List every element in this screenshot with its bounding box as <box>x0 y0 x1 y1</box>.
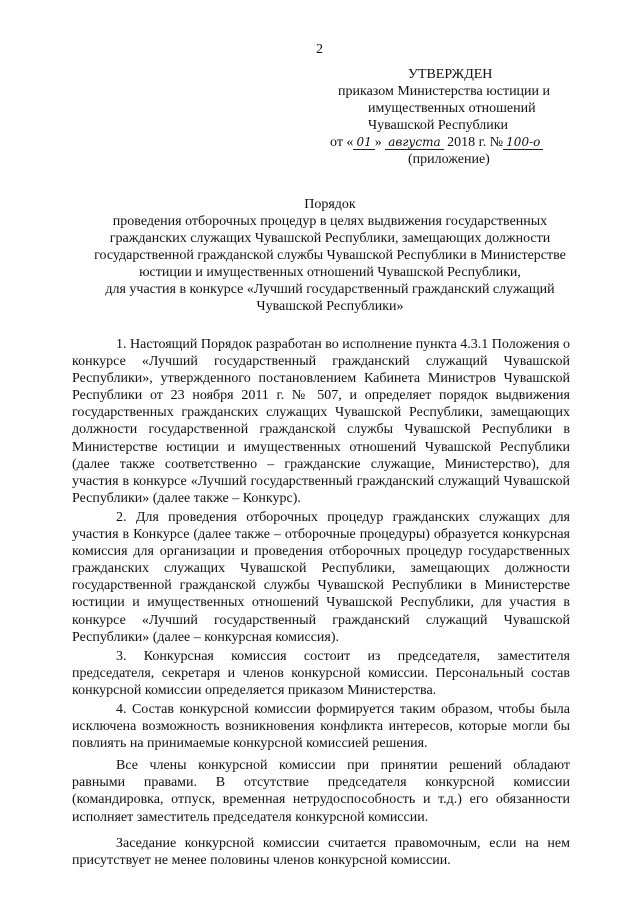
paragraph: Все члены конкурсной комиссии при принятии решений обладают равными правами. В отсутствие председателя конкурсной комиссии (командировка, отпуск, временная нетрудоспособность и т.д.) его обязанности исполняет заместитель председателя конкурсной комиссии. <box>72 758 570 825</box>
page-number: 2 <box>316 42 323 57</box>
paragraph: 3. Конкурсная комиссия состоит из председателя, заместителя председателя, секретаря и членов конкурсной комиссии. Персональный состав конкурсной комиссии определяется приказом Министерства. <box>72 648 570 698</box>
heading-line: юстиции и имущественных отношений Чувашской Республики, <box>139 265 521 280</box>
heading-line: проведения отборочных процедур в целях выдвижения государственных <box>112 214 548 229</box>
document-heading <box>60 196 600 315</box>
handwritten-day: 01 <box>353 136 374 150</box>
heading-line: гражданских служащих Чувашской Республики, замещающих должности <box>109 231 551 246</box>
paragraph: Заседание конкурсной комиссии считается правомочным, если на нем присутствует не менее половины членов конкурсной комиссии. <box>72 835 570 868</box>
heading-line: Чувашской Республики» <box>256 299 404 314</box>
attachment-label: (приложение) <box>408 152 490 167</box>
approval-title: УТВЕРЖДЕН <box>408 67 493 82</box>
approval-line: приказом Министерства юстиции и <box>338 84 551 99</box>
document-body <box>72 336 570 874</box>
date-prefix: от « <box>330 135 354 150</box>
handwritten-number: 100-о <box>503 136 543 150</box>
paragraph: 4. Состав конкурсной комиссии формируется таким образом, чтобы была исключена возможность возникновения конфликта интересов, которые могли бы повлиять на принимаемые конкурсной комиссией решения. <box>72 701 570 752</box>
approval-line: Чувашской Республики <box>368 118 509 133</box>
date-year: 2018 г. № <box>447 135 504 150</box>
heading-line: для участия в конкурсе «Лучший государственный гражданский служащий <box>105 282 555 297</box>
approval-block <box>330 66 590 168</box>
paragraph: 2. Для проведения отборочных процедур гражданских служащих для участия в Конкурсе (далее также – отборочные процедуры) образуется конкурсная комиссия для организации и проведения отборочных процедур государственных гражданских служащих Чувашской Республики, замещающих должности государственной гражданской службы Чувашской Республики в Министерстве юстиции и имущественных отношений Чувашской Республики, для участия в конкурсе «Лучший государственный гражданский служащий Чувашской Республики» (далее – конкурсная комиссия). <box>72 509 570 645</box>
heading-caption: Порядок <box>304 197 356 212</box>
handwritten-month: августа <box>385 136 443 150</box>
paragraph: 1. Настоящий Порядок разработан во исполнение пункта 4.3.1 Положения о конкурсе «Лучший государственный гражданский служащий Чувашской Республики», утвержденного постановлением Кабинета Министров Чувашской Республики от 23 ноября 2011 г. № 507, и определяет порядок выдвижения государственных гражданских служащих Чувашской Республики, замещающих должности государственной гражданской службы Чувашской Республики в Министерстве юстиции и имущественных отношений Чувашской Республики (далее также соответственно – гражданские служащие, Министерство), для участия в конкурсе «Лучший государственный гражданский служащий Чувашской Республики» (далее также – Конкурс). <box>72 337 570 506</box>
approval-date-line <box>330 134 590 151</box>
heading-line: государственной гражданской службы Чувашской Республики в Министерстве <box>94 248 566 263</box>
date-mid: » <box>374 135 382 150</box>
approval-line: имущественных отношений <box>368 101 536 116</box>
